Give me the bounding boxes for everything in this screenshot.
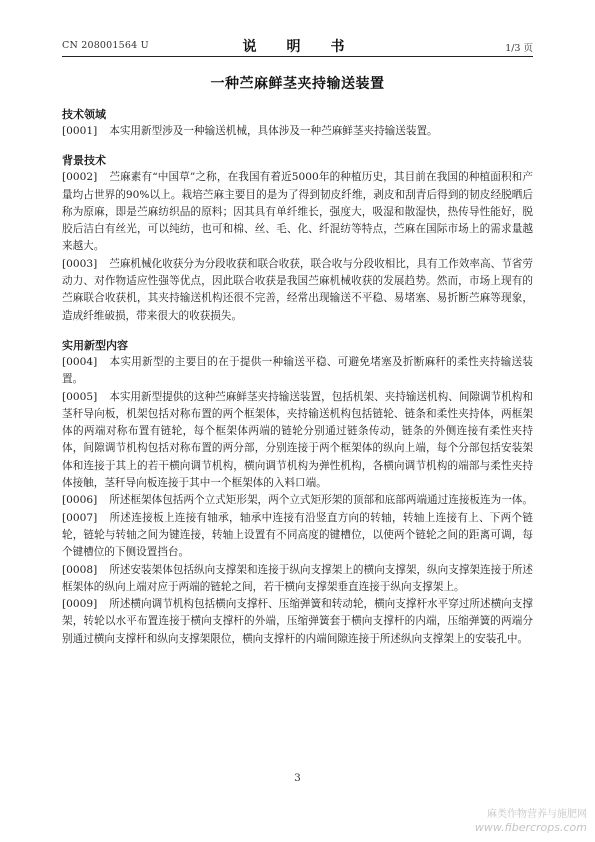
page-counter: 1/3 页 (505, 43, 533, 54)
paragraph-text: 所述连接板上连接有轴承，轴承中连接有沿竖直方向的转轴，转轴上连接有上、下两个链轮，链轮与转轴之间为键连接，转轴上设置有不同高度的键槽位，以使两个链轮之间的距离可调，每个键槽位的下侧设置挡台。 (62, 511, 533, 559)
section-heading: 背景技术 (62, 154, 106, 168)
paragraph-number: [0005] (62, 390, 98, 403)
paragraph (62, 562, 533, 597)
paragraph (62, 123, 533, 140)
paragraph (62, 169, 533, 255)
section-spacer (62, 140, 533, 152)
paragraph-text: 苎麻素有“中国草”之称，在我国有着近5000年的种植历史，其目前在我国的种植面积和产量均占世界的90%以上。栽培苎麻主要目的是为了得到韧皮纤维，剥皮和刮青后得到的韧皮经脱晒后称为原麻，即是苎麻纺织品的原料；因其具有单纤维长，强度大，吸湿和散湿快，热传导性能好，脱胶后洁白有丝光，可以纯纺，也可和棉、丝、毛、化、纤混纺等特点，苎麻在国际市场上的需求量越来越大。 (62, 171, 533, 253)
paragraph-number: [0008] (62, 563, 98, 576)
paragraph (62, 354, 533, 389)
paragraph (62, 596, 533, 648)
document-id: CN 208001564 U (62, 40, 149, 51)
paragraph-text: 本实用新型提供的这种苎麻鲜茎夹持输送装置，包括机架、夹持输送机构、间隙调节机构和茎秆导向板，机架包括对称布置的两个框架体，夹持输送机构包括链轮、链条和柔性夹持体，两框架体的两端对称布置有链轮，每个框架体两端的链轮分别通过链条传动，链条的外侧连接有柔性夹持体，间隙调节机构包括对称布置的两分部，分别连接于两个框架体的纵向上端，每个分部包括安装架体和连接于其上的若干横向调节机构，横向调节机构为弹性机构，各横向调节机构的端部与柔性夹持体接触，茎秆导向板连接于其中一个框架体的入料口端。 (62, 390, 533, 490)
paragraph-text: 本实用新型涉及一种输送机械，具体涉及一种苎麻鲜茎夹持输送装置。 (109, 125, 438, 137)
section-heading: 实用新型内容 (62, 338, 128, 352)
paragraph-number: [0002] (62, 171, 98, 184)
paragraph (62, 256, 533, 325)
paragraph (62, 389, 533, 493)
paragraph (62, 510, 533, 562)
document-title: 一种苎麻鲜茎夹持输送装置 (210, 76, 385, 92)
watermark-url: www.fibercrops.com (474, 821, 587, 834)
paragraph-number: [0009] (62, 598, 98, 611)
paragraph-text: 所述安装架体包括纵向支撑架和连接于纵向支撑架上的横向支撑架，纵向支撑架连接于所述框架体的纵向上端对应于两端的链轮之间，若干横向支撑架垂直连接于纵向支撑架上。 (62, 563, 533, 593)
paragraph-number: [0004] (62, 355, 98, 368)
document-type: 说 明 书 (242, 39, 353, 55)
document-body (62, 106, 533, 648)
watermark-site-name: 麻类作物营养与施肥网 (487, 809, 587, 820)
site-watermark (475, 808, 587, 834)
page-number: 3 (294, 772, 301, 784)
paragraph-number: [0003] (62, 257, 98, 270)
paragraph-text: 苎麻机械化收获分为分段收获和联合收获，联合收与分段收相比，具有工作效率高、节省劳动力、对作物适应性强等优点，因此联合收获是我国苎麻机械收获的发展趋势。然而，市场上现有的苎麻联合收获机，其夹持输送机构还很不完善，经常出现输送不平稳、易堵塞、易折断苎麻等现象，造成纤维破损，带来很大的收获损失。 (62, 257, 533, 322)
section-heading: 技术领域 (62, 108, 106, 121)
section-spacer (62, 325, 533, 337)
paragraph-number: [0006] (62, 494, 98, 507)
paragraph (62, 492, 533, 509)
page-header (62, 36, 533, 55)
paragraph-number: [0007] (62, 511, 98, 524)
paragraph-text: 所述横向调节机构包括横向支撑杆、压缩弹簧和转动轮，横向支撑杆水平穿过所述横向支撑架，转轮以水平布置连接于横向支撑杆的外端，压缩弹簧套于横向支撑杆的内端，压缩弹簧的两端分别通过横向支撑杆和纵向支撑架限位，横向支撑杆的内端间隙连接于所述纵向支撑架上的安装孔中。 (62, 598, 533, 645)
paragraph-text: 所述框架体包括两个立式矩形架，两个立式矩形架的顶部和底部两端通过连接板连为一体。 (109, 494, 533, 507)
header-divider (62, 56, 533, 57)
paragraph-number: [0001] (62, 125, 98, 137)
paragraph-text: 本实用新型的主要目的在于提供一种输送平稳、可避免堵塞及折断麻秆的柔性夹持输送装置。 (62, 355, 533, 386)
